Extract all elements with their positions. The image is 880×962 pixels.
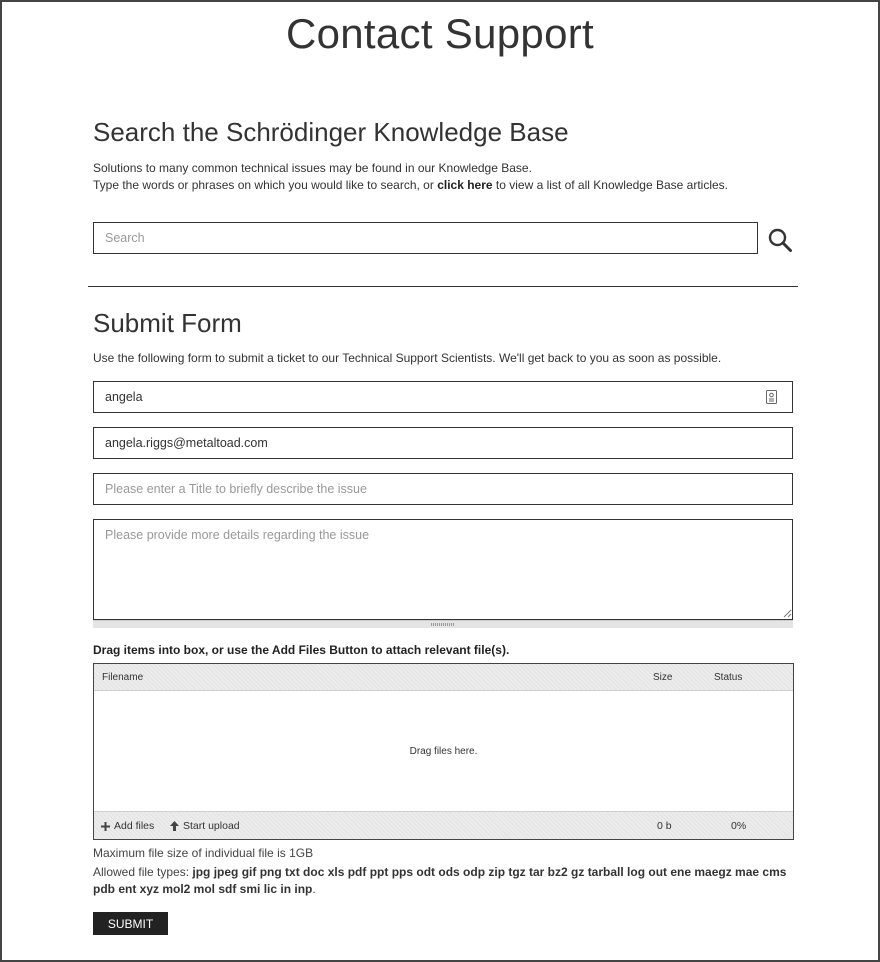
kb-description (93, 160, 728, 194)
kb-search-input[interactable] (93, 222, 758, 254)
kb-line-1: Solutions to many common technical issues may be found in our Knowledge Base. (93, 161, 532, 175)
col-filename: Filename (102, 672, 144, 683)
col-size: Size (653, 672, 673, 683)
page-title: Contact Support (285, 10, 594, 57)
max-file-size: Maximum file size of individual file is 1GB (93, 846, 314, 860)
section-divider (88, 286, 798, 287)
form-heading: Submit Form (93, 308, 242, 338)
start-upload-label: Start upload (183, 820, 240, 832)
total-size: 0 b (657, 820, 672, 832)
uploader-footer (94, 811, 793, 839)
drop-zone-text: Drag files here. (409, 746, 478, 757)
add-files-button[interactable] (101, 820, 154, 832)
submit-button[interactable]: SUBMIT (93, 912, 168, 935)
total-status: 0% (731, 820, 747, 832)
plus-icon (101, 822, 110, 831)
file-uploader[interactable] (93, 663, 794, 840)
contact-card-icon[interactable] (766, 390, 777, 404)
upload-instructions: Drag items into box, or use the Add Files Button to attach relevant file(s). (93, 643, 510, 657)
email-field[interactable] (93, 427, 793, 459)
upload-arrow-icon (170, 821, 179, 831)
kb-search-button[interactable] (764, 224, 796, 256)
add-files-label: Add files (114, 820, 155, 832)
resize-handle-icon[interactable] (783, 609, 792, 618)
name-field[interactable] (93, 381, 793, 413)
textarea-grip[interactable] (93, 620, 793, 628)
allowed-file-types (93, 864, 793, 898)
kb-line-2-prefix: Type the words or phrases on which you would like to search, or (93, 178, 438, 192)
allowed-types-end: . (312, 882, 316, 896)
click-here-link[interactable]: click here (437, 178, 493, 192)
kb-heading: Search the Schrödinger Knowledge Base (93, 117, 569, 147)
kb-line-2-suffix: to view a list of all Knowledge Base articles. (492, 178, 729, 192)
allowed-types-list: jpg jpeg gif png txt doc xls pdf ppt pps odt ods odp zip tgz tar bz2 gz tarball log out ene maegz mae cms pdb ent xyz mol2 mol sdf smi lic in inp (93, 865, 787, 896)
details-field[interactable] (93, 519, 793, 620)
kb-line-2 (93, 177, 728, 194)
col-status: Status (714, 672, 743, 683)
grip-icon (431, 623, 455, 626)
start-upload-button[interactable] (170, 820, 240, 832)
title-field[interactable] (93, 473, 793, 505)
search-icon (767, 227, 793, 253)
uploader-header (94, 664, 793, 691)
form-intro: Use the following form to submit a ticket to our Technical Support Scientists. We'll get back to you as soon as possible. (93, 351, 722, 365)
allowed-types-label: Allowed file types: (93, 865, 193, 879)
